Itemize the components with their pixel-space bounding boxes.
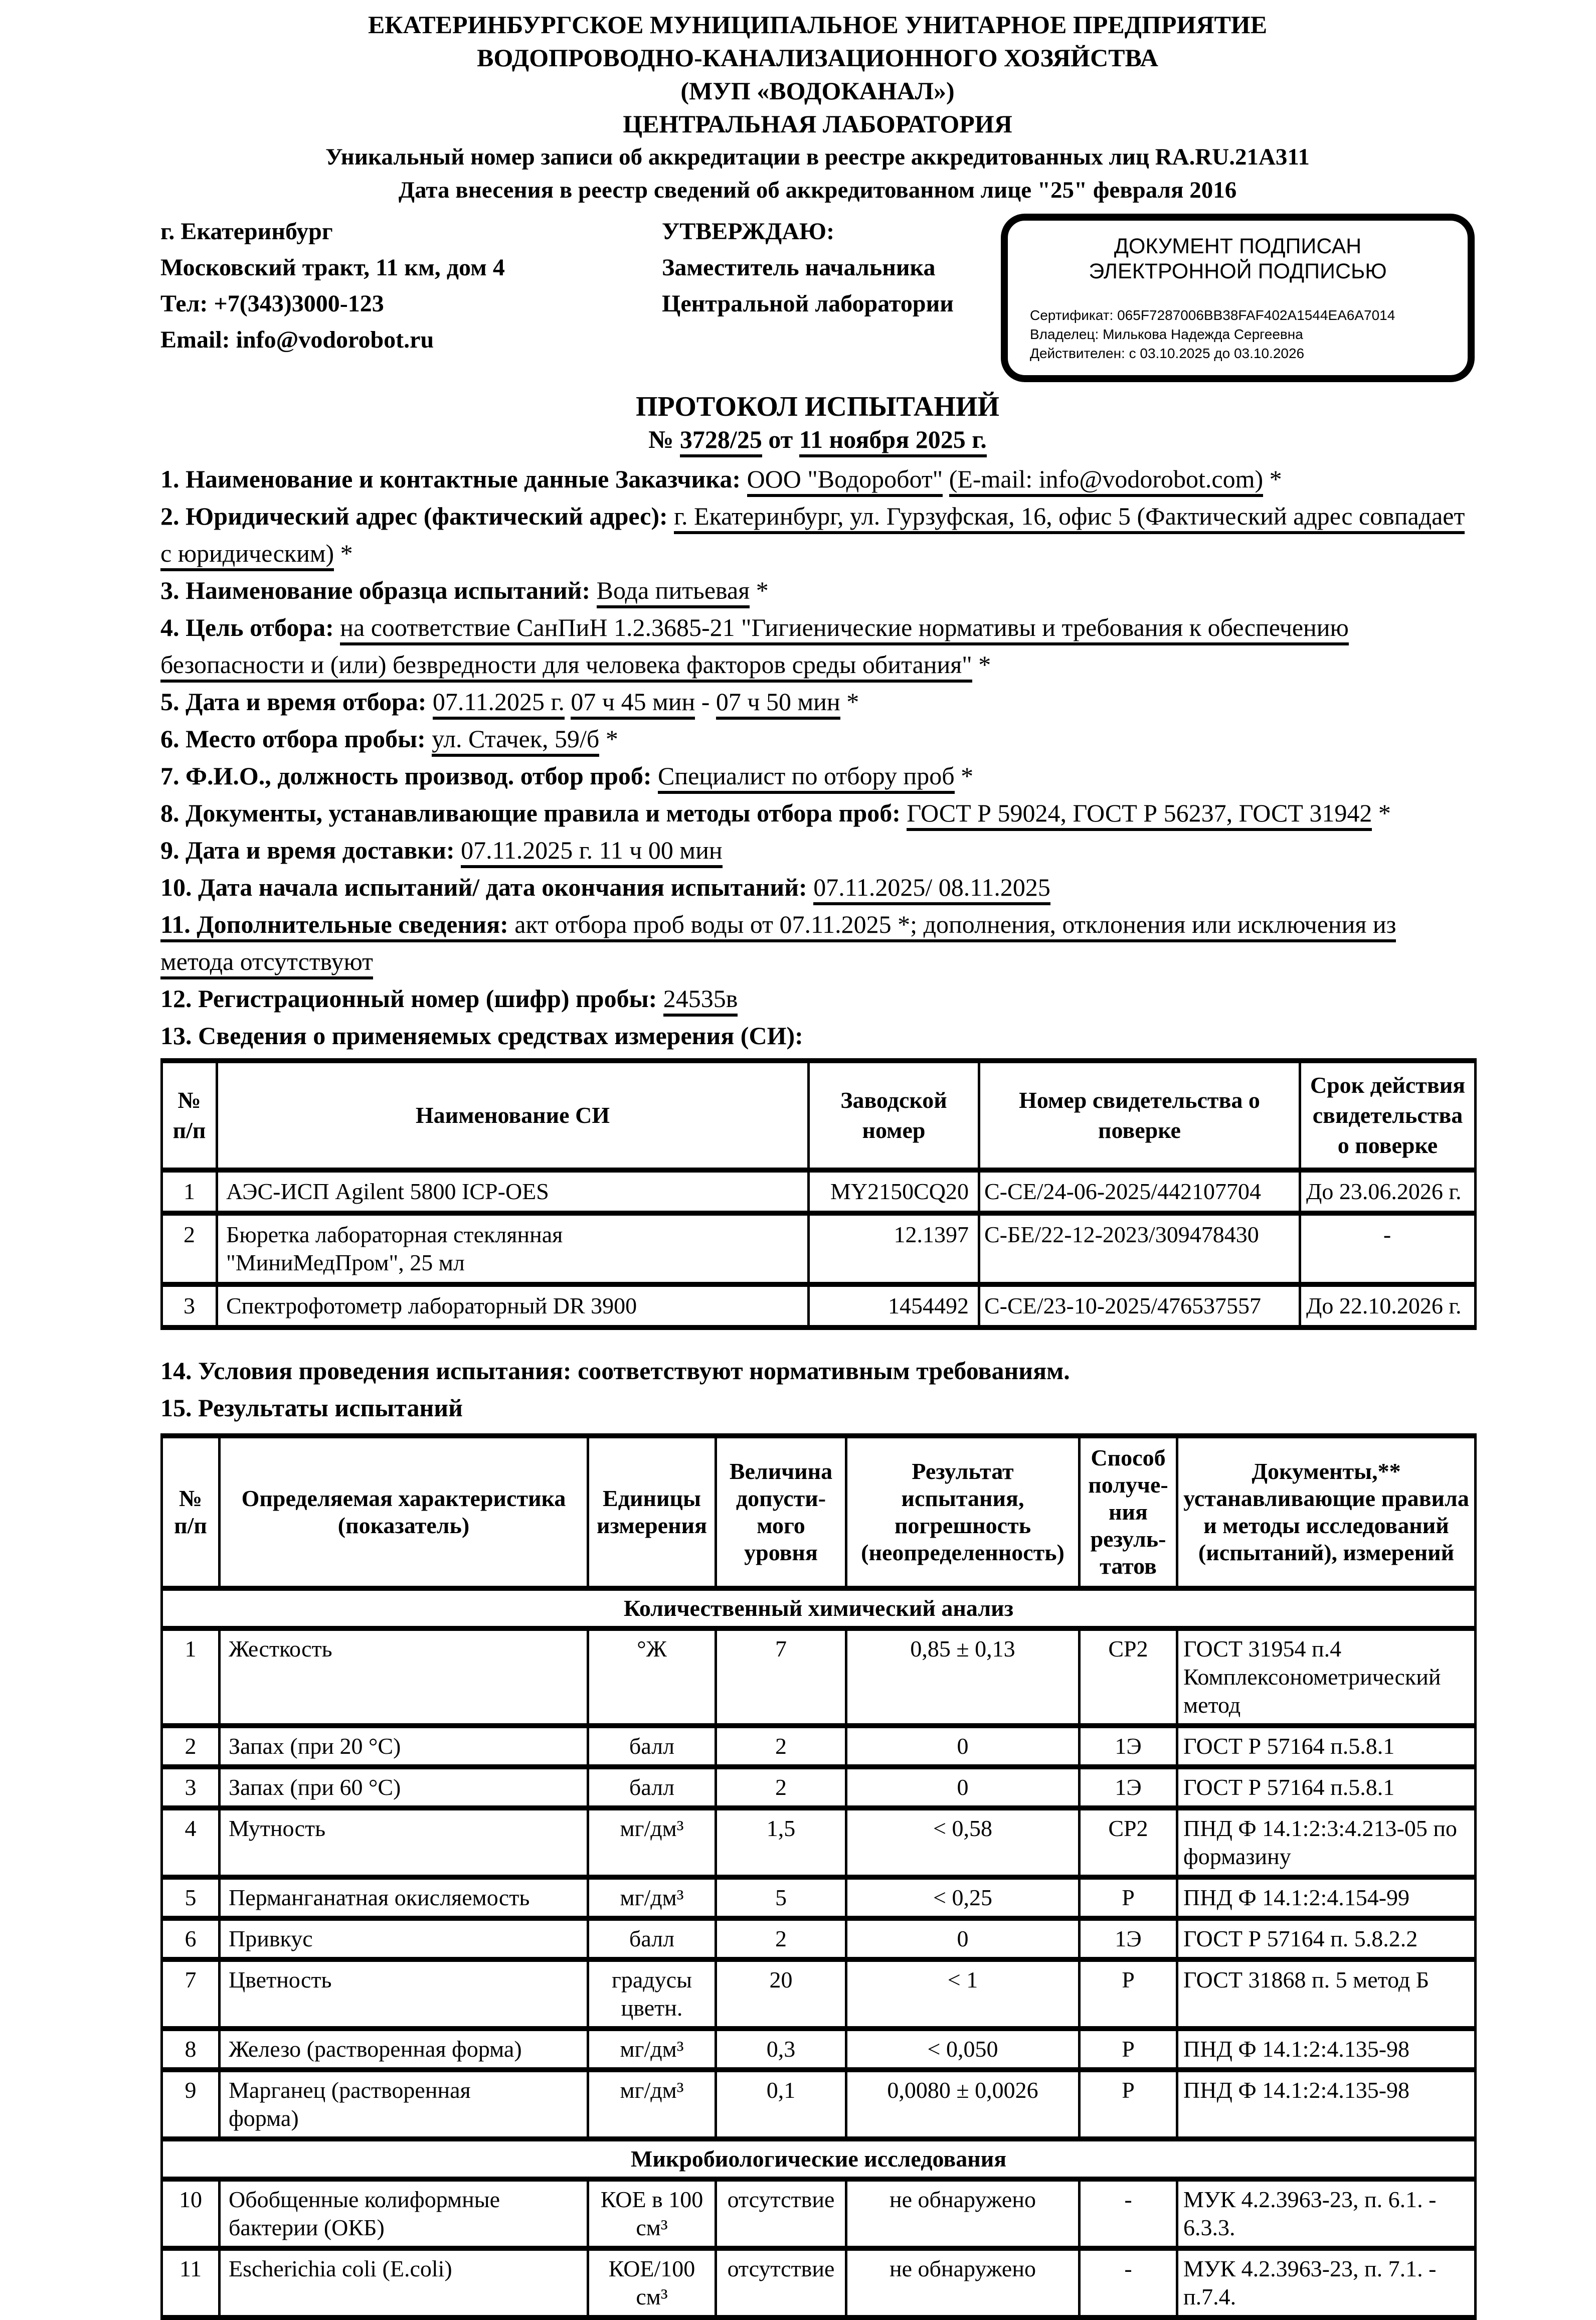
table-row	[162, 1877, 1476, 1918]
item-label: 8. Документы, устанавливающие правила и методы отбора проб:	[160, 799, 907, 827]
numbered-item	[160, 1352, 1475, 1389]
table-cell: °Ж	[588, 1628, 716, 1726]
table-cell: Бюретка лабораторная стеклянная "МиниМедПром", 25 мл	[217, 1213, 809, 1284]
table-cell: До 23.06.2026 г.	[1300, 1170, 1476, 1213]
table-cell: ПНД Ф 14.1:2:3:4.213-05 по формазину	[1177, 1808, 1476, 1877]
table-cell: -	[1300, 1213, 1476, 1284]
table-cell: балл	[588, 1767, 716, 1808]
stamp-validity: Действителен: с 03.10.2025 до 03.10.2026	[1030, 346, 1305, 361]
table-cell: ГОСТ Р 57164 п.5.8.1	[1177, 1767, 1476, 1808]
stamp-certificate: Сертификат: 065F7287006BB38FAF402A1544EA6A7014	[1030, 307, 1395, 323]
table-cell: 1	[162, 1170, 217, 1213]
column-header: Наименование СИ	[217, 1061, 809, 1170]
table-cell: Железо (растворенная форма)	[220, 2029, 588, 2070]
table-cell: Р	[1080, 2029, 1177, 2070]
numbered-item	[160, 794, 1475, 832]
item-text: *	[750, 576, 769, 604]
item-text: *	[334, 539, 353, 567]
table-row	[162, 1284, 1476, 1328]
table-cell: АЭС-ИСП Agilent 5800 ICP-OES	[217, 1170, 809, 1213]
item-text: -	[695, 688, 716, 716]
protocol-date: 11 ноября 2025 г.	[799, 425, 987, 457]
table-cell: < 0,25	[846, 1877, 1080, 1918]
numbered-item	[160, 498, 1475, 572]
table-row	[162, 1959, 1476, 2029]
approver-position-line1: Заместитель начальника	[662, 254, 936, 281]
table-cell: 1	[162, 1628, 220, 1726]
table-cell: 2	[162, 1726, 220, 1767]
table-cell: не обнаружено	[846, 2248, 1080, 2317]
table-row	[162, 1628, 1476, 1726]
table-row	[162, 1767, 1476, 1808]
table-cell: Escherichia coli (E.coli)	[220, 2248, 588, 2317]
table-header-row	[162, 1061, 1476, 1170]
item-label: 7. Ф.И.О., должность производ. отбор проб:	[160, 762, 658, 790]
document-number-line	[160, 423, 1475, 455]
measuring-instruments-table	[160, 1058, 1477, 1330]
table-cell: 4	[162, 1808, 220, 1877]
table-cell: МУК 4.2.3963-23, п. 7.1. - п.7.4.	[1177, 2248, 1476, 2317]
stamp-info	[1030, 306, 1446, 363]
table-cell: 1Э	[1080, 1726, 1177, 1767]
table-cell: мг/дм³	[588, 1808, 716, 1877]
org-name-line3: (МУП «ВОДОКАНАЛ»)	[680, 77, 955, 105]
t15-head	[162, 1436, 1476, 1588]
item-label: 10. Дата начала испытаний/ дата окончания испытаний:	[160, 873, 814, 901]
item-value: ООО "Водоробот"	[747, 465, 943, 497]
table-cell: Перманганатная окисляемость	[220, 1877, 588, 1918]
stamp-owner: Владелец: Милькова Надежда Сергеевна	[1030, 326, 1303, 342]
item-label: 15. Результаты испытаний	[160, 1394, 463, 1422]
table-cell: 8	[162, 2029, 220, 2070]
numbered-item	[160, 1017, 1475, 1054]
table-cell: ГОСТ Р 57164 п. 5.8.2.2	[1177, 1918, 1476, 1959]
column-header: Заводской номер	[809, 1061, 979, 1170]
table-cell: ГОСТ 31868 п. 5 метод Б	[1177, 1959, 1476, 2029]
table-cell: Запах (при 60 °С)	[220, 1767, 588, 1808]
column-header: Единицы измерения	[588, 1436, 716, 1588]
numbered-item	[160, 832, 1475, 869]
table-cell: До 22.10.2026 г.	[1300, 1284, 1476, 1328]
item-text: *	[954, 762, 974, 790]
table-cell: ГОСТ 31954 п.4 Комплексонометрический метод	[1177, 1628, 1476, 1726]
item-value: г. Екатеринбург, ул. Гурзуфская, 16, офис 5 (Фактический адрес совпадает с юридическим)	[160, 502, 1465, 571]
column-header: Способ получе- ния резуль- татов	[1080, 1436, 1177, 1588]
stamp-title-line2: ЭЛЕКТРОННОЙ ПОДПИСЬЮ	[1089, 259, 1387, 283]
item-value: Вода питьевая	[597, 576, 750, 608]
table-cell: 0,85 ± 0,13	[846, 1628, 1080, 1726]
table-cell: С-СЕ/24-06-2025/442107704	[979, 1170, 1300, 1213]
table-section-title: Микробиологические исследования	[162, 2139, 1476, 2179]
table-cell: мг/дм³	[588, 2029, 716, 2070]
table-cell: Цветность	[220, 1959, 588, 2029]
table-cell: ПНД Ф 14.1:2:4.135-98	[1177, 2070, 1476, 2139]
table-cell: Р	[1080, 2070, 1177, 2139]
t13-head	[162, 1061, 1476, 1170]
lab-contacts	[160, 214, 662, 358]
table-row	[162, 1808, 1476, 1877]
accreditation-number-line: Уникальный номер записи об аккредитации в реестре аккредитованных лиц RA.RU.21A311	[325, 144, 1310, 170]
approval-block	[662, 214, 993, 322]
table-section-title: Количественный химический анализ	[162, 1588, 1476, 1628]
column-header: Документы,** устанавливающие правила и методы исследований (испытаний), измерений	[1177, 1436, 1476, 1588]
item-value: 24535в	[663, 984, 738, 1017]
item-label: 2. Юридический адрес (фактический адрес):	[160, 502, 674, 530]
column-header: Величина допусти- мого уровня	[716, 1436, 846, 1588]
contact-email: Email: info@vodorobot.ru	[160, 326, 434, 353]
table-cell: 1Э	[1080, 1767, 1177, 1808]
table-cell: 0,0080 ± 0,0026	[846, 2070, 1080, 2139]
table-cell: Привкус	[220, 1918, 588, 1959]
column-header: № п/п	[162, 1436, 220, 1588]
item-value: 07.11.2025 г. 11 ч 00 мин	[461, 836, 722, 868]
table-row	[162, 2179, 1476, 2248]
table-cell: Мутность	[220, 1808, 588, 1877]
table-cell: 7	[162, 1959, 220, 2029]
table-cell: < 0,050	[846, 2029, 1080, 2070]
column-header: Результат испытания, погрешность (неопределенность)	[846, 1436, 1080, 1588]
item-text: *	[840, 688, 859, 716]
org-name-line1: ЕКАТЕРИНБУРГСКОЕ МУНИЦИПАЛЬНОЕ УНИТАРНОЕ ПРЕДПРИЯТИЕ	[368, 11, 1268, 39]
item-text: *	[972, 650, 991, 679]
items-list-2	[160, 1352, 1475, 1426]
table-cell: Марганец (растворенная форма)	[220, 2070, 588, 2139]
item-label: 12. Регистрационный номер (шифр) пробы:	[160, 984, 663, 1013]
table-cell: 7	[716, 1628, 846, 1726]
item-value: акт отбора проб воды от 07.11.2025 *; дополнения, отклонения или исключения из метода отсутствуют	[160, 910, 1396, 979]
item-value: ул. Стачек, 59/б	[432, 725, 599, 757]
table-cell: Обобщенные колиформные бактерии (ОКБ)	[220, 2179, 588, 2248]
column-header: Номер свидетельства о поверке	[979, 1061, 1300, 1170]
item-label: 1. Наименование и контактные данные Заказчика:	[160, 465, 747, 493]
contact-city: г. Екатеринбург	[160, 218, 333, 245]
table-cell: 1,5	[716, 1808, 846, 1877]
table-cell: -	[1080, 2248, 1177, 2317]
table-cell: 1454492	[809, 1284, 979, 1328]
stamp-title-line1: ДОКУМЕНТ ПОДПИСАН	[1114, 234, 1362, 258]
table-cell: ГОСТ Р 57164 п.5.8.1	[1177, 1726, 1476, 1767]
column-header: Срок действия свидетельства о поверке	[1300, 1061, 1476, 1170]
table-cell: 0	[846, 1767, 1080, 1808]
number-prefix: №	[648, 425, 680, 453]
table-cell: КОЕ в 100 см³	[588, 2179, 716, 2248]
table-cell: 3	[162, 1767, 220, 1808]
table-cell: 2	[716, 1918, 846, 1959]
table-cell: ПНД Ф 14.1:2:4.135-98	[1177, 2029, 1476, 2070]
table-cell: 5	[162, 1877, 220, 1918]
contact-phone: Тел: +7(343)3000-123	[160, 290, 384, 317]
table-cell: 11	[162, 2248, 220, 2317]
item-text	[943, 465, 949, 493]
table-cell: 0,3	[716, 2029, 846, 2070]
table-cell: 1Э	[1080, 1918, 1177, 1959]
item-text: *	[1372, 799, 1391, 827]
item-value: 07 ч 45 мин	[571, 688, 695, 720]
table-cell: мг/дм³	[588, 2070, 716, 2139]
table-cell: 5	[716, 1877, 846, 1918]
stamp-title	[1030, 234, 1446, 284]
test-results-table	[160, 1433, 1477, 2320]
table-section-row	[162, 1588, 1476, 1628]
table-cell: МУК 4.2.3963-23, п. 6.1. - 6.3.3.	[1177, 2179, 1476, 2248]
table-cell: 2	[716, 1767, 846, 1808]
t13-body	[162, 1170, 1476, 1328]
numbered-item	[160, 980, 1475, 1017]
table-cell: 0	[846, 1726, 1080, 1767]
table-cell: Р	[1080, 1959, 1177, 2029]
table-cell: С-БЕ/22-12-2023/309478430	[979, 1213, 1300, 1284]
approver-position-line2: Центральной лаборатории	[662, 290, 954, 317]
date-separator: от	[762, 425, 799, 453]
table-cell: балл	[588, 1726, 716, 1767]
protocol-number: 3728/25	[680, 425, 762, 457]
table-cell: Р	[1080, 1877, 1177, 1918]
table-cell: СР2	[1080, 1628, 1177, 1726]
numbered-item	[160, 572, 1475, 609]
table-row	[162, 1918, 1476, 1959]
item-label: 9. Дата и время доставки:	[160, 836, 461, 864]
document-title: ПРОТОКОЛ ИСПЫТАНИЙ	[635, 391, 1000, 422]
item-value: ГОСТ Р 59024, ГОСТ Р 56237, ГОСТ 31942	[907, 799, 1372, 831]
numbered-item	[160, 683, 1475, 720]
table-cell: < 1	[846, 1959, 1080, 2029]
column-header: № п/п	[162, 1061, 217, 1170]
numbered-item	[160, 1389, 1475, 1426]
table-cell: 6	[162, 1918, 220, 1959]
numbered-item	[160, 869, 1475, 906]
table-cell: СР2	[1080, 1808, 1177, 1877]
t15-body	[162, 1588, 1476, 2317]
item-text: соответствуют нормативным требованиям.	[578, 1357, 1070, 1385]
table-cell: не обнаружено	[846, 2179, 1080, 2248]
column-header: Определяемая характеристика (показатель)	[220, 1436, 588, 1588]
table-row	[162, 1213, 1476, 1284]
table-cell: 2	[716, 1726, 846, 1767]
table-cell: MY2150CQ20	[809, 1170, 979, 1213]
numbered-item	[160, 906, 1475, 980]
item-label: 11. Дополнительные сведения:	[160, 910, 514, 942]
table-cell: КОЕ/100 см³	[588, 2248, 716, 2317]
item-label: 6. Место отбора пробы:	[160, 725, 432, 753]
table-section-row	[162, 2139, 1476, 2179]
table-row	[162, 2029, 1476, 2070]
item-value: 07 ч 50 мин	[716, 688, 840, 720]
table-cell: отсутствие	[716, 2248, 846, 2317]
contact-street: Московский тракт, 11 км, дом 4	[160, 254, 505, 281]
table-cell: 0	[846, 1918, 1080, 1959]
table-cell: С-СЕ/23-10-2025/476537557	[979, 1284, 1300, 1328]
table-row	[162, 1170, 1476, 1213]
table-header-row	[162, 1436, 1476, 1588]
item-text: *	[599, 725, 618, 753]
approval-title: УТВЕРЖДАЮ:	[662, 218, 835, 245]
table-cell: 3	[162, 1284, 217, 1328]
table-cell: балл	[588, 1918, 716, 1959]
item-value: 07.11.2025 г.	[433, 688, 565, 720]
table-cell: Спектрофотометр лабораторный DR 3900	[217, 1284, 809, 1328]
electronic-signature-stamp	[1001, 214, 1475, 382]
table-cell: 9	[162, 2070, 220, 2139]
item-label: 13. Сведения о применяемых средствах измерения (СИ):	[160, 1022, 803, 1050]
items-list-1	[160, 460, 1475, 1054]
table-cell: 20	[716, 1959, 846, 2029]
numbered-item	[160, 720, 1475, 757]
table-cell: Запах (при 20 °С)	[220, 1726, 588, 1767]
info-row	[160, 214, 1475, 382]
table-cell: 12.1397	[809, 1213, 979, 1284]
table-cell: 0,1	[716, 2070, 846, 2139]
numbered-item	[160, 757, 1475, 794]
item-value: на соответствие СанПиН 1.2.3685-21 "Гигиенические нормативы и требования к обеспечению безопасности и (или) безвредности для человека факторов среды обитания"	[160, 613, 1349, 683]
item-label: 5. Дата и время отбора:	[160, 688, 433, 716]
item-text: *	[1263, 465, 1282, 493]
item-value: 07.11.2025/ 08.11.2025	[813, 873, 1050, 905]
org-name-line2: ВОДОПРОВОДНО-КАНАЛИЗАЦИОННОГО ХОЗЯЙСТВА	[477, 44, 1158, 72]
table-row	[162, 1726, 1476, 1767]
item-label: 3. Наименование образца испытаний:	[160, 576, 597, 604]
table-cell: 2	[162, 1213, 217, 1284]
item-value: (E-mail: info@vodorobot.com)	[949, 465, 1263, 497]
lab-name: ЦЕНТРАЛЬНАЯ ЛАБОРАТОРИЯ	[623, 110, 1012, 138]
table-cell: 10	[162, 2179, 220, 2248]
numbered-item	[160, 609, 1475, 683]
table-cell: ПНД Ф 14.1:2:4.154-99	[1177, 1877, 1476, 1918]
table-cell: отсутствие	[716, 2179, 846, 2248]
item-label: 14. Условия проведения испытания:	[160, 1357, 578, 1385]
table-row	[162, 2070, 1476, 2139]
table-cell: градусы цветн.	[588, 1959, 716, 2029]
numbered-item	[160, 460, 1475, 498]
table-cell: мг/дм³	[588, 1877, 716, 1918]
table-cell: -	[1080, 2179, 1177, 2248]
table-cell: < 0,58	[846, 1808, 1080, 1877]
accreditation-date-line: Дата внесения в реестр сведений об аккредитованном лице "25" февраля 2016	[398, 177, 1237, 203]
item-label: 4. Цель отбора:	[160, 613, 340, 641]
org-header	[160, 8, 1475, 207]
table-row	[162, 2248, 1476, 2317]
item-text	[565, 688, 571, 716]
table-cell: Жесткость	[220, 1628, 588, 1726]
item-value: Специалист по отбору проб	[658, 762, 955, 794]
